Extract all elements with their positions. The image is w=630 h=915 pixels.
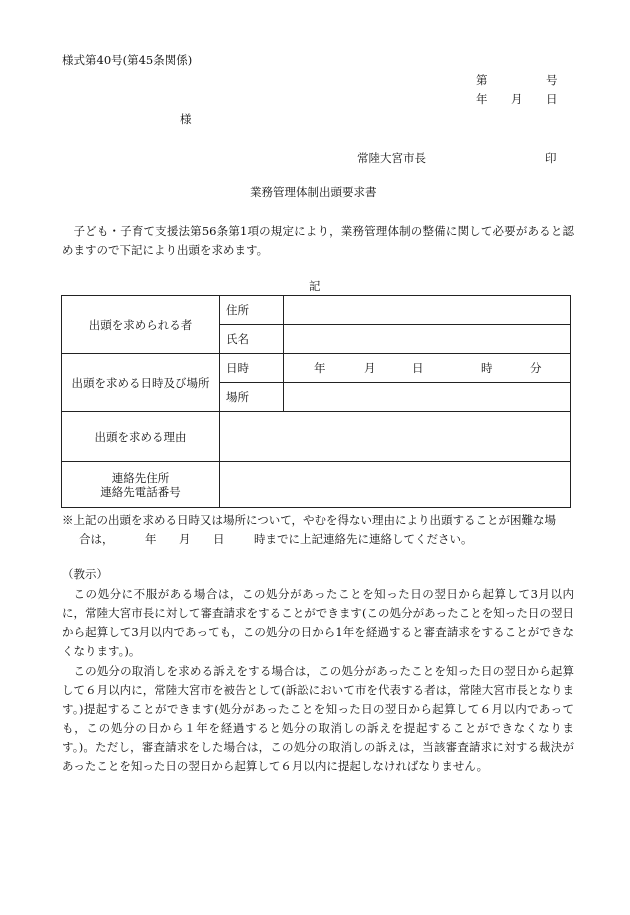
dt-hour: 時 bbox=[481, 361, 493, 375]
note-line-1: ※上記の出頭を求める日時又は場所について，やむを得ない理由により出頭することが困難な場 bbox=[62, 513, 557, 527]
address-value-cell[interactable] bbox=[284, 296, 571, 325]
contact-phone-label: 連絡先電話番号 bbox=[100, 484, 181, 499]
table-row bbox=[62, 462, 571, 508]
datetime-value-cell[interactable] bbox=[284, 354, 571, 383]
dt-month: 月 bbox=[364, 361, 376, 375]
addressee-honorific: 様 bbox=[180, 112, 192, 126]
contact-label-cell bbox=[62, 462, 220, 508]
summoned-person-label: 出頭を求められる者 bbox=[62, 296, 220, 354]
table-row bbox=[62, 296, 571, 325]
datetime-place-label: 出頭を求める日時及び場所 bbox=[62, 354, 220, 412]
summons-table bbox=[61, 295, 571, 508]
place-value-cell[interactable] bbox=[284, 383, 571, 412]
dt-day: 日 bbox=[412, 361, 424, 375]
document-number-prefix: 第 bbox=[476, 73, 488, 87]
datetime-label: 日時 bbox=[220, 354, 284, 383]
form-number: 様式第40号(第45条関係) bbox=[62, 53, 193, 67]
seal-mark: 印 bbox=[545, 151, 557, 165]
table-row bbox=[62, 412, 571, 462]
place-label: 場所 bbox=[220, 383, 284, 412]
ki-heading: 記 bbox=[309, 279, 321, 293]
instruction-paragraph-2: この処分の取消しを求める訴えをする場合は，この処分があったことを知った日の翌日から起算して６月以内に，常陸大宮市を被告として(訴訟において市を代表する者は，常陸大宮市長となります。)提起することができます(処分があったことを知った日の翌日から起算して６月以内であっても，この処分の日から１年を経過すると処分の取消しの訴えを提起することができなくなります。)。ただし，審査請求をした場合は，この処分の取消しの訴えは，当該審査請求に対する裁決があったことを知った日の翌日から起算して６月以内に提起しなければなりません。 bbox=[62, 664, 574, 773]
instruction-heading: （教示） bbox=[62, 567, 108, 581]
instruction-paragraph-1: この処分に不服がある場合は，この処分があったことを知った日の翌日から起算して3月以内に，常陸大宮市長に対して審査請求をすることができます(この処分があったことを知った日の翌日から起算して3月以内であっても，この処分の日から1年を経過すると審査請求をすることができなくなります。)。 bbox=[62, 587, 574, 658]
note-line-2-year: 年 bbox=[145, 532, 157, 546]
dt-minute: 分 bbox=[530, 361, 542, 375]
document-title: 業務管理体制出頭要求書 bbox=[250, 185, 377, 199]
name-value-cell[interactable] bbox=[284, 325, 571, 354]
address-label: 住所 bbox=[220, 296, 284, 325]
reason-value-cell[interactable] bbox=[220, 412, 571, 462]
note-line-2-month: 月 bbox=[179, 532, 191, 546]
note-line-2-day: 日 bbox=[213, 532, 225, 546]
issuer-name: 常陸大宮市長 bbox=[357, 151, 426, 165]
intro-paragraph: 子ども・子育て支援法第56条第1項の規定により，業務管理体制の整備に関して必要があると認めますので下記により出頭を求めます。 bbox=[62, 224, 574, 257]
document-number-suffix: 号 bbox=[546, 73, 558, 87]
reason-label: 出頭を求める理由 bbox=[62, 412, 220, 462]
contact-address-label: 連絡先住所 bbox=[111, 470, 170, 485]
date-year-label: 年 bbox=[476, 92, 488, 106]
name-label: 氏名 bbox=[220, 325, 284, 354]
table-row bbox=[62, 354, 571, 383]
date-month-label: 月 bbox=[511, 92, 523, 106]
date-day-label: 日 bbox=[546, 92, 558, 106]
dt-year: 年 bbox=[314, 361, 326, 375]
note-line-2-suffix: 時までに上記連絡先に連絡してください。 bbox=[254, 532, 473, 546]
contact-value-cell[interactable] bbox=[220, 462, 571, 508]
note-line-2-prefix: 合は， bbox=[79, 532, 114, 546]
